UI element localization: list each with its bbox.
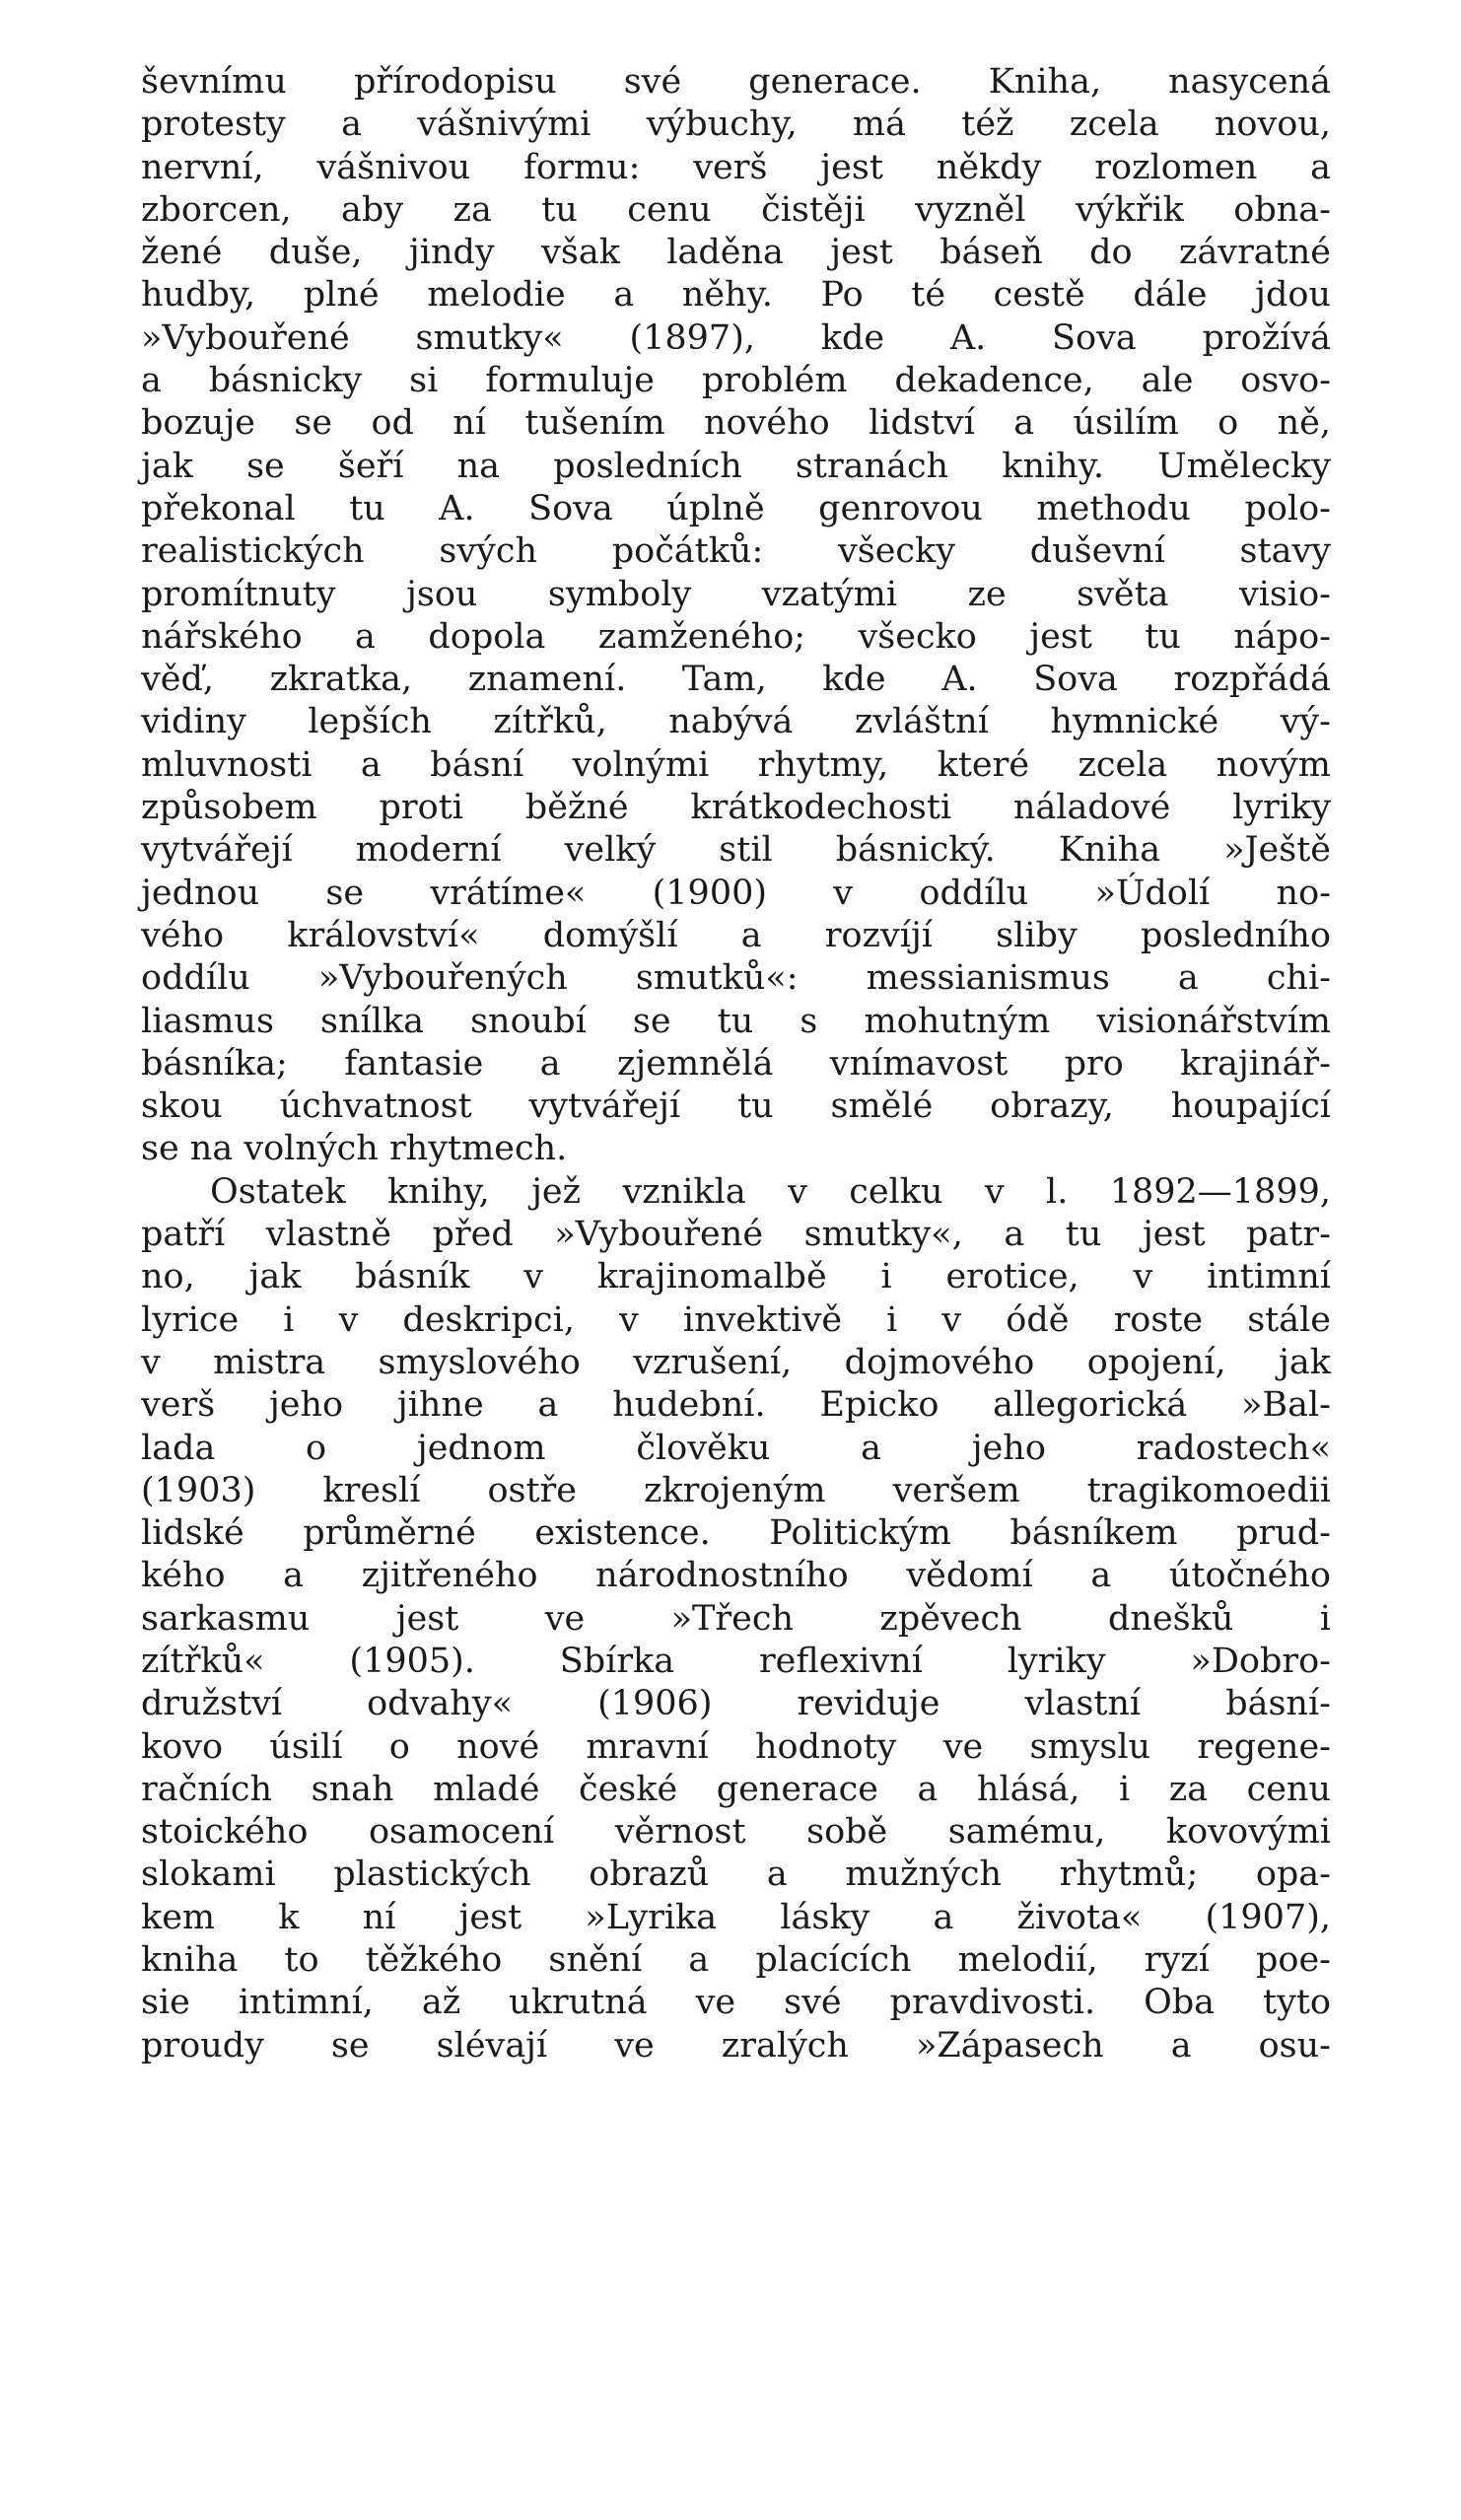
- text-line: patří vlastně před »Vybouřené smutky«, a tu jest patr-: [141, 1215, 1331, 1255]
- text-line: bozuje se od ní tušením nového lidství a úsilím o ně,: [141, 403, 1331, 444]
- paragraph-start-line: Ostatek knihy, jež vznikla v celku v l. 1892—1899,: [210, 1171, 1331, 1212]
- text-line: verš jeho jihne a hudební. Epicko allegorická »Bal-: [141, 1385, 1331, 1426]
- text-line: sie intimní, až ukrutná ve své pravdivosti. Oba tyto: [141, 1983, 1331, 2023]
- text-line: kniha to těžkého snění a placících melodií, ryzí poe-: [141, 1940, 1331, 1981]
- text-line: věď, zkratka, znamení. Tam, kde A. Sova rozpřádá: [141, 660, 1331, 700]
- text-line: vidiny lepších zítřků, nabývá zvláštní hymnické vý-: [141, 702, 1331, 742]
- text-line: a básnicky si formuluje problém dekadence, ale osvo-: [141, 361, 1331, 401]
- text-line: proudy se slévají ve zralých »Zápasech a osu-: [141, 2025, 1331, 2065]
- text-line: nářského a dopola zamženého; všecko jest tu nápo-: [141, 616, 1331, 657]
- text-line: liasmus snílka snoubí se tu s mohutným visionářstvím: [141, 1001, 1331, 1041]
- text-line: promítnuty jsou symboly vzatými ze světa visio-: [141, 574, 1331, 614]
- text-line: mluvnosti a básní volnými rhytmy, které zcela novým: [141, 744, 1331, 785]
- text-line: kovo úsilí o nové mravní hodnoty ve smyslu regene-: [141, 1726, 1331, 1767]
- text-line: (1903) kreslí ostře zkrojeným veršem tragikomoedii: [141, 1470, 1331, 1510]
- text-line: račních snah mladé české generace a hlásá, i za cenu: [141, 1769, 1331, 1809]
- book-page-text: [141, 61, 1331, 2067]
- text-line: jak se šeří na posledních stranách knihy. Umělecky: [141, 446, 1331, 486]
- text-line: žené duše, jindy však laděna jest báseň do závratné: [141, 233, 1331, 273]
- text-line: kého a zjitřeného národnostního vědomí a útočného: [141, 1556, 1331, 1596]
- text-line: jednou se vrátíme« (1900) v oddílu »Údolí no-: [141, 873, 1331, 913]
- text-line: realistických svých počátků: všecky duševní stavy: [141, 531, 1331, 572]
- text-line: družství odvahy« (1906) reviduje vlastní básní-: [141, 1684, 1331, 1724]
- text-line: sarkasmu jest ve »Třech zpěvech dnešků i: [141, 1598, 1331, 1639]
- text-line: lada o jednom člověku a jeho radostech«: [141, 1428, 1331, 1468]
- text-line: překonal tu A. Sova úplně genrovou methodu polo-: [141, 488, 1331, 528]
- text-line: hudby, plné melodie a něhy. Po té cestě dále jdou: [141, 275, 1331, 315]
- text-line: kem k ní jest »Lyrika lásky a života« (1907),: [141, 1897, 1331, 1937]
- text-line: nervní, vášnivou formu: verš jest někdy rozlomen a: [141, 147, 1331, 187]
- text-line: lyrice i v deskripci, v invektivě i v ódě roste stále: [141, 1299, 1331, 1340]
- text-line: v mistra smyslového vzrušení, dojmového opojení, jak: [141, 1342, 1331, 1382]
- text-line: ševnímu přírodopisu své generace. Kniha, nasycená: [141, 62, 1331, 102]
- text-line: básníka; fantasie a zjemnělá vnímavost pro krajinář-: [141, 1043, 1331, 1084]
- text-line: slokami plastických obrazů a mužných rhytmů; opa-: [141, 1855, 1331, 1895]
- text-line: protesty a vášnivými výbuchy, má též zcela novou,: [141, 105, 1331, 145]
- text-line: vytvářejí moderní velký stil básnický. Kniha »Ještě: [141, 830, 1331, 871]
- text-line: no, jak básník v krajinomalbě i erotice, v intimní: [141, 1257, 1331, 1297]
- text-line: oddílu »Vybouřených smutků«: messianismus a chi-: [141, 958, 1331, 999]
- text-line: vého království« domýšlí a rozvíjí sliby posledního: [141, 915, 1331, 955]
- text-line: stoického osamocení věrnost sobě samému, kovovými: [141, 1812, 1331, 1853]
- text-line: zborcen, aby za tu cenu čistěji vyzněl výkřik obna-: [141, 189, 1331, 230]
- paragraph-end-line: se na volných rhytmech.: [141, 1129, 568, 1169]
- text-line: způsobem proti běžné krátkodechosti náladové lyriky: [141, 788, 1331, 828]
- text-line: »Vybouřené smutky« (1897), kde A. Sova prožívá: [141, 317, 1331, 358]
- text-line: zítřků« (1905). Sbírka reflexivní lyriky »Dobro-: [141, 1641, 1331, 1681]
- text-line: skou úchvatnost vytvářejí tu smělé obrazy, houpající: [141, 1086, 1331, 1127]
- text-line: lidské průměrné existence. Politickým básníkem prud-: [141, 1513, 1331, 1554]
